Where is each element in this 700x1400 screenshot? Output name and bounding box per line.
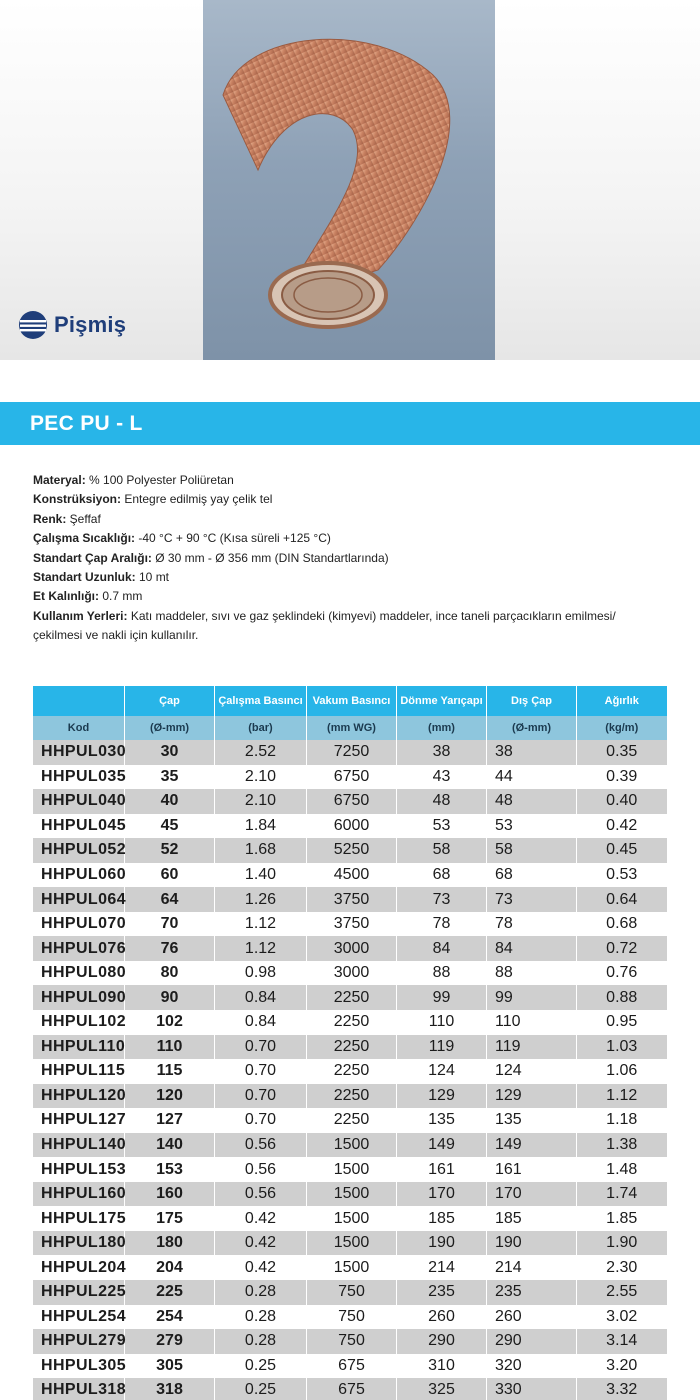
cell-dis-cap: 135 bbox=[487, 1108, 577, 1133]
cell-dis-cap: 260 bbox=[487, 1305, 577, 1330]
cell-kod: HHPUL115 bbox=[33, 1059, 125, 1084]
cell-dis-cap: 185 bbox=[487, 1206, 577, 1231]
cell-vakum-basinci: 750 bbox=[307, 1280, 397, 1305]
table-header-row bbox=[33, 686, 667, 716]
cell-cap: 279 bbox=[125, 1329, 215, 1354]
unit-dis-cap: (Ø-mm) bbox=[487, 716, 577, 740]
cell-calisma-basinci: 0.28 bbox=[215, 1305, 307, 1330]
cell-donme-yaricapi: 170 bbox=[397, 1182, 487, 1207]
cell-vakum-basinci: 3000 bbox=[307, 961, 397, 986]
cell-cap: 254 bbox=[125, 1305, 215, 1330]
cell-donme-yaricapi: 290 bbox=[397, 1329, 487, 1354]
table-row bbox=[33, 789, 667, 814]
cell-calisma-basinci: 0.84 bbox=[215, 1010, 307, 1035]
cell-vakum-basinci: 5250 bbox=[307, 838, 397, 863]
cell-dis-cap: 88 bbox=[487, 961, 577, 986]
table-row bbox=[33, 1084, 667, 1109]
cell-kod: HHPUL030 bbox=[33, 740, 125, 765]
cell-calisma-basinci: 1.12 bbox=[215, 936, 307, 961]
cell-cap: 35 bbox=[125, 765, 215, 790]
cell-dis-cap: 129 bbox=[487, 1084, 577, 1109]
cell-dis-cap: 99 bbox=[487, 985, 577, 1010]
cell-agirlik: 0.40 bbox=[577, 789, 667, 814]
cell-agirlik: 3.20 bbox=[577, 1354, 667, 1379]
spec-key: Çalışma Sıcaklığı: bbox=[33, 531, 136, 546]
cell-agirlik: 2.30 bbox=[577, 1255, 667, 1280]
cell-kod: HHPUL070 bbox=[33, 912, 125, 937]
cell-agirlik: 1.90 bbox=[577, 1231, 667, 1256]
cell-calisma-basinci: 1.26 bbox=[215, 887, 307, 912]
brand-logo bbox=[18, 310, 126, 340]
cell-donme-yaricapi: 68 bbox=[397, 863, 487, 888]
spec-list bbox=[33, 471, 653, 646]
spec-line bbox=[33, 510, 653, 529]
cell-calisma-basinci: 0.42 bbox=[215, 1206, 307, 1231]
cell-cap: 305 bbox=[125, 1354, 215, 1379]
cell-agirlik: 1.74 bbox=[577, 1182, 667, 1207]
cell-cap: 45 bbox=[125, 814, 215, 839]
cell-dis-cap: 119 bbox=[487, 1035, 577, 1060]
cell-dis-cap: 124 bbox=[487, 1059, 577, 1084]
table-row bbox=[33, 1255, 667, 1280]
header-calisma-basinci: Çalışma Basıncı bbox=[215, 686, 307, 716]
cell-dis-cap: 53 bbox=[487, 814, 577, 839]
spec-key: Standart Çap Aralığı: bbox=[33, 550, 152, 565]
table-row bbox=[33, 838, 667, 863]
cell-cap: 30 bbox=[125, 740, 215, 765]
table-row bbox=[33, 740, 667, 765]
table-row bbox=[33, 814, 667, 839]
cell-donme-yaricapi: 149 bbox=[397, 1133, 487, 1158]
spec-line bbox=[33, 568, 653, 587]
cell-cap: 64 bbox=[125, 887, 215, 912]
cell-cap: 175 bbox=[125, 1206, 215, 1231]
cell-vakum-basinci: 2250 bbox=[307, 1108, 397, 1133]
cell-dis-cap: 68 bbox=[487, 863, 577, 888]
table-row bbox=[33, 1133, 667, 1158]
cell-cap: 180 bbox=[125, 1231, 215, 1256]
cell-calisma-basinci: 1.40 bbox=[215, 863, 307, 888]
cell-kod: HHPUL120 bbox=[33, 1084, 125, 1109]
table-units-row bbox=[33, 716, 667, 740]
cell-agirlik: 1.85 bbox=[577, 1206, 667, 1231]
spec-key: Renk: bbox=[33, 511, 67, 526]
cell-donme-yaricapi: 135 bbox=[397, 1108, 487, 1133]
cell-donme-yaricapi: 185 bbox=[397, 1206, 487, 1231]
cell-vakum-basinci: 675 bbox=[307, 1378, 397, 1400]
table-row bbox=[33, 765, 667, 790]
cell-kod: HHPUL102 bbox=[33, 1010, 125, 1035]
table-row bbox=[33, 985, 667, 1010]
cell-kod: HHPUL060 bbox=[33, 863, 125, 888]
cell-kod: HHPUL045 bbox=[33, 814, 125, 839]
cell-cap: 127 bbox=[125, 1108, 215, 1133]
cell-calisma-basinci: 0.28 bbox=[215, 1329, 307, 1354]
cell-dis-cap: 73 bbox=[487, 887, 577, 912]
cell-vakum-basinci: 750 bbox=[307, 1305, 397, 1330]
header-donme-yaricapi: Dönme Yarıçapı bbox=[397, 686, 487, 716]
cell-calisma-basinci: 0.56 bbox=[215, 1182, 307, 1207]
cell-calisma-basinci: 2.10 bbox=[215, 765, 307, 790]
cell-vakum-basinci: 2250 bbox=[307, 1059, 397, 1084]
cell-agirlik: 0.35 bbox=[577, 740, 667, 765]
cell-cap: 204 bbox=[125, 1255, 215, 1280]
cell-calisma-basinci: 1.84 bbox=[215, 814, 307, 839]
cell-kod: HHPUL180 bbox=[33, 1231, 125, 1256]
cell-dis-cap: 330 bbox=[487, 1378, 577, 1400]
spec-value: 0.7 mm bbox=[99, 589, 143, 604]
cell-donme-yaricapi: 88 bbox=[397, 961, 487, 986]
table-row bbox=[33, 1354, 667, 1379]
header-vakum-basinci: Vakum Basıncı bbox=[307, 686, 397, 716]
cell-cap: 153 bbox=[125, 1157, 215, 1182]
cell-agirlik: 3.14 bbox=[577, 1329, 667, 1354]
cell-cap: 225 bbox=[125, 1280, 215, 1305]
cell-vakum-basinci: 1500 bbox=[307, 1133, 397, 1158]
table-row bbox=[33, 1280, 667, 1305]
hose-illustration bbox=[203, 0, 495, 360]
cell-kod: HHPUL254 bbox=[33, 1305, 125, 1330]
table-row bbox=[33, 961, 667, 986]
cell-agirlik: 0.72 bbox=[577, 936, 667, 961]
cell-dis-cap: 48 bbox=[487, 789, 577, 814]
cell-agirlik: 0.76 bbox=[577, 961, 667, 986]
spec-line bbox=[33, 490, 653, 509]
table-row bbox=[33, 1231, 667, 1256]
cell-agirlik: 0.39 bbox=[577, 765, 667, 790]
cell-cap: 102 bbox=[125, 1010, 215, 1035]
cell-dis-cap: 214 bbox=[487, 1255, 577, 1280]
header-kod bbox=[33, 686, 125, 716]
cell-cap: 115 bbox=[125, 1059, 215, 1084]
cell-vakum-basinci: 3750 bbox=[307, 912, 397, 937]
unit-cap: (Ø-mm) bbox=[125, 716, 215, 740]
cell-vakum-basinci: 6750 bbox=[307, 789, 397, 814]
cell-donme-yaricapi: 161 bbox=[397, 1157, 487, 1182]
hero-banner bbox=[0, 0, 700, 360]
cell-kod: HHPUL064 bbox=[33, 887, 125, 912]
product-table bbox=[32, 686, 666, 1400]
cell-vakum-basinci: 7250 bbox=[307, 740, 397, 765]
cell-cap: 76 bbox=[125, 936, 215, 961]
spec-value: Katı maddeler, sıvı ve gaz şeklindeki (kimyevi) maddeler, ince taneli parçacıkların emilmesi/ çekilmesi ve nakli için kullanılır. bbox=[33, 608, 616, 643]
spec-key: Konstrüksiyon: bbox=[33, 492, 122, 507]
table-row bbox=[33, 1206, 667, 1231]
table-row bbox=[33, 1305, 667, 1330]
cell-kod: HHPUL090 bbox=[33, 985, 125, 1010]
cell-kod: HHPUL225 bbox=[33, 1280, 125, 1305]
cell-vakum-basinci: 2250 bbox=[307, 1010, 397, 1035]
cell-vakum-basinci: 1500 bbox=[307, 1206, 397, 1231]
cell-vakum-basinci: 675 bbox=[307, 1354, 397, 1379]
spec-key: Standart Uzunluk: bbox=[33, 570, 136, 585]
cell-agirlik: 0.88 bbox=[577, 985, 667, 1010]
unit-agirlik: (kg/m) bbox=[577, 716, 667, 740]
cell-donme-yaricapi: 48 bbox=[397, 789, 487, 814]
cell-donme-yaricapi: 214 bbox=[397, 1255, 487, 1280]
cell-cap: 120 bbox=[125, 1084, 215, 1109]
cell-vakum-basinci: 1500 bbox=[307, 1255, 397, 1280]
unit-kod: Kod bbox=[33, 716, 125, 740]
cell-dis-cap: 58 bbox=[487, 838, 577, 863]
table-row bbox=[33, 887, 667, 912]
cell-donme-yaricapi: 84 bbox=[397, 936, 487, 961]
cell-agirlik: 1.03 bbox=[577, 1035, 667, 1060]
cell-calisma-basinci: 0.56 bbox=[215, 1133, 307, 1158]
cell-calisma-basinci: 0.98 bbox=[215, 961, 307, 986]
cell-vakum-basinci: 3750 bbox=[307, 887, 397, 912]
header-dis-cap: Dış Çap bbox=[487, 686, 577, 716]
table-row bbox=[33, 1157, 667, 1182]
cell-vakum-basinci: 6750 bbox=[307, 765, 397, 790]
spec-line bbox=[33, 587, 653, 606]
cell-vakum-basinci: 750 bbox=[307, 1329, 397, 1354]
cell-kod: HHPUL204 bbox=[33, 1255, 125, 1280]
cell-vakum-basinci: 1500 bbox=[307, 1157, 397, 1182]
cell-dis-cap: 320 bbox=[487, 1354, 577, 1379]
table-row bbox=[33, 863, 667, 888]
table-row bbox=[33, 1329, 667, 1354]
spec-value: 10 mt bbox=[135, 570, 170, 585]
cell-vakum-basinci: 1500 bbox=[307, 1231, 397, 1256]
cell-agirlik: 0.45 bbox=[577, 838, 667, 863]
cell-kod: HHPUL040 bbox=[33, 789, 125, 814]
cell-dis-cap: 110 bbox=[487, 1010, 577, 1035]
cell-calisma-basinci: 0.70 bbox=[215, 1035, 307, 1060]
cell-kod: HHPUL279 bbox=[33, 1329, 125, 1354]
cell-calisma-basinci: 0.42 bbox=[215, 1231, 307, 1256]
table-row bbox=[33, 1182, 667, 1207]
cell-vakum-basinci: 2250 bbox=[307, 1084, 397, 1109]
cell-donme-yaricapi: 99 bbox=[397, 985, 487, 1010]
unit-vakum-basinci: (mm WG) bbox=[307, 716, 397, 740]
cell-kod: HHPUL175 bbox=[33, 1206, 125, 1231]
cell-dis-cap: 190 bbox=[487, 1231, 577, 1256]
spec-value: -40 °C + 90 °C (Kısa süreli +125 °C) bbox=[135, 531, 331, 546]
cell-calisma-basinci: 0.70 bbox=[215, 1059, 307, 1084]
cell-calisma-basinci: 0.42 bbox=[215, 1255, 307, 1280]
cell-donme-yaricapi: 129 bbox=[397, 1084, 487, 1109]
cell-calisma-basinci: 2.10 bbox=[215, 789, 307, 814]
cell-donme-yaricapi: 78 bbox=[397, 912, 487, 937]
cell-kod: HHPUL080 bbox=[33, 961, 125, 986]
cell-vakum-basinci: 2250 bbox=[307, 985, 397, 1010]
spec-key: Et Kalınlığı: bbox=[33, 589, 99, 604]
cell-agirlik: 2.55 bbox=[577, 1280, 667, 1305]
cell-kod: HHPUL305 bbox=[33, 1354, 125, 1379]
cell-dis-cap: 290 bbox=[487, 1329, 577, 1354]
table-row bbox=[33, 1378, 667, 1400]
cell-dis-cap: 84 bbox=[487, 936, 577, 961]
cell-vakum-basinci: 2250 bbox=[307, 1035, 397, 1060]
spec-line bbox=[33, 471, 653, 490]
cell-agirlik: 0.42 bbox=[577, 814, 667, 839]
cell-calisma-basinci: 0.70 bbox=[215, 1084, 307, 1109]
cell-donme-yaricapi: 43 bbox=[397, 765, 487, 790]
cell-agirlik: 3.32 bbox=[577, 1378, 667, 1400]
cell-cap: 140 bbox=[125, 1133, 215, 1158]
cell-cap: 318 bbox=[125, 1378, 215, 1400]
cell-calisma-basinci: 2.52 bbox=[215, 740, 307, 765]
cell-cap: 60 bbox=[125, 863, 215, 888]
cell-cap: 52 bbox=[125, 838, 215, 863]
cell-agirlik: 1.06 bbox=[577, 1059, 667, 1084]
cell-dis-cap: 170 bbox=[487, 1182, 577, 1207]
cell-vakum-basinci: 6000 bbox=[307, 814, 397, 839]
cell-dis-cap: 44 bbox=[487, 765, 577, 790]
unit-donme-yaricapi: (mm) bbox=[397, 716, 487, 740]
table-row bbox=[33, 936, 667, 961]
spec-key: Materyal: bbox=[33, 473, 86, 487]
cell-vakum-basinci: 1500 bbox=[307, 1182, 397, 1207]
cell-cap: 110 bbox=[125, 1035, 215, 1060]
cell-donme-yaricapi: 260 bbox=[397, 1305, 487, 1330]
spec-value: % 100 Polyester Poliüretan bbox=[85, 473, 234, 487]
cell-calisma-basinci: 0.70 bbox=[215, 1108, 307, 1133]
table-row bbox=[33, 1035, 667, 1060]
cell-cap: 90 bbox=[125, 985, 215, 1010]
spec-value: Şeffaf bbox=[66, 511, 101, 526]
cell-vakum-basinci: 4500 bbox=[307, 863, 397, 888]
cell-donme-yaricapi: 310 bbox=[397, 1354, 487, 1379]
cell-donme-yaricapi: 38 bbox=[397, 740, 487, 765]
cell-cap: 160 bbox=[125, 1182, 215, 1207]
cell-agirlik: 0.68 bbox=[577, 912, 667, 937]
cell-calisma-basinci: 0.28 bbox=[215, 1280, 307, 1305]
product-title: PEC PU - L bbox=[30, 411, 143, 435]
cell-donme-yaricapi: 325 bbox=[397, 1378, 487, 1400]
cell-kod: HHPUL076 bbox=[33, 936, 125, 961]
cell-dis-cap: 235 bbox=[487, 1280, 577, 1305]
spec-line bbox=[33, 607, 653, 646]
cell-donme-yaricapi: 58 bbox=[397, 838, 487, 863]
header-cap: Çap bbox=[125, 686, 215, 716]
cell-dis-cap: 161 bbox=[487, 1157, 577, 1182]
cell-agirlik: 1.18 bbox=[577, 1108, 667, 1133]
cell-agirlik: 3.02 bbox=[577, 1305, 667, 1330]
cell-calisma-basinci: 0.25 bbox=[215, 1378, 307, 1400]
spec-line bbox=[33, 549, 653, 568]
cell-kod: HHPUL052 bbox=[33, 838, 125, 863]
cell-agirlik: 1.38 bbox=[577, 1133, 667, 1158]
cell-agirlik: 0.64 bbox=[577, 887, 667, 912]
cell-kod: HHPUL318 bbox=[33, 1378, 125, 1400]
pismis-logo-icon bbox=[18, 310, 48, 340]
cell-cap: 40 bbox=[125, 789, 215, 814]
spec-value: Entegre edilmiş yay çelik tel bbox=[121, 492, 273, 507]
cell-donme-yaricapi: 110 bbox=[397, 1010, 487, 1035]
cell-donme-yaricapi: 73 bbox=[397, 887, 487, 912]
unit-calisma-basinci: (bar) bbox=[215, 716, 307, 740]
table-row bbox=[33, 912, 667, 937]
cell-cap: 70 bbox=[125, 912, 215, 937]
cell-kod: HHPUL127 bbox=[33, 1108, 125, 1133]
spec-value: Ø 30 mm - Ø 356 mm (DIN Standartlarında) bbox=[151, 550, 389, 565]
cell-dis-cap: 38 bbox=[487, 740, 577, 765]
cell-calisma-basinci: 1.68 bbox=[215, 838, 307, 863]
table-row bbox=[33, 1059, 667, 1084]
cell-vakum-basinci: 3000 bbox=[307, 936, 397, 961]
cell-calisma-basinci: 0.84 bbox=[215, 985, 307, 1010]
table-row bbox=[33, 1108, 667, 1133]
spec-key: Kullanım Yerleri: bbox=[33, 608, 128, 623]
cell-donme-yaricapi: 119 bbox=[397, 1035, 487, 1060]
cell-kod: HHPUL035 bbox=[33, 765, 125, 790]
cell-calisma-basinci: 1.12 bbox=[215, 912, 307, 937]
cell-agirlik: 1.48 bbox=[577, 1157, 667, 1182]
cell-dis-cap: 78 bbox=[487, 912, 577, 937]
cell-agirlik: 0.95 bbox=[577, 1010, 667, 1035]
table-row bbox=[33, 1010, 667, 1035]
product-photo bbox=[203, 0, 495, 360]
cell-calisma-basinci: 0.56 bbox=[215, 1157, 307, 1182]
spec-line bbox=[33, 529, 653, 548]
table-body bbox=[33, 740, 667, 1400]
cell-calisma-basinci: 0.25 bbox=[215, 1354, 307, 1379]
cell-kod: HHPUL153 bbox=[33, 1157, 125, 1182]
cell-donme-yaricapi: 53 bbox=[397, 814, 487, 839]
brand-name: Pişmiş bbox=[54, 312, 127, 337]
header-agirlik: Ağırlık bbox=[577, 686, 667, 716]
cell-agirlik: 1.12 bbox=[577, 1084, 667, 1109]
cell-kod: HHPUL160 bbox=[33, 1182, 125, 1207]
cell-donme-yaricapi: 235 bbox=[397, 1280, 487, 1305]
cell-dis-cap: 149 bbox=[487, 1133, 577, 1158]
cell-kod: HHPUL140 bbox=[33, 1133, 125, 1158]
cell-donme-yaricapi: 190 bbox=[397, 1231, 487, 1256]
cell-kod: HHPUL110 bbox=[33, 1035, 125, 1060]
cell-agirlik: 0.53 bbox=[577, 863, 667, 888]
cell-donme-yaricapi: 124 bbox=[397, 1059, 487, 1084]
cell-cap: 80 bbox=[125, 961, 215, 986]
product-title-bar bbox=[0, 402, 700, 445]
